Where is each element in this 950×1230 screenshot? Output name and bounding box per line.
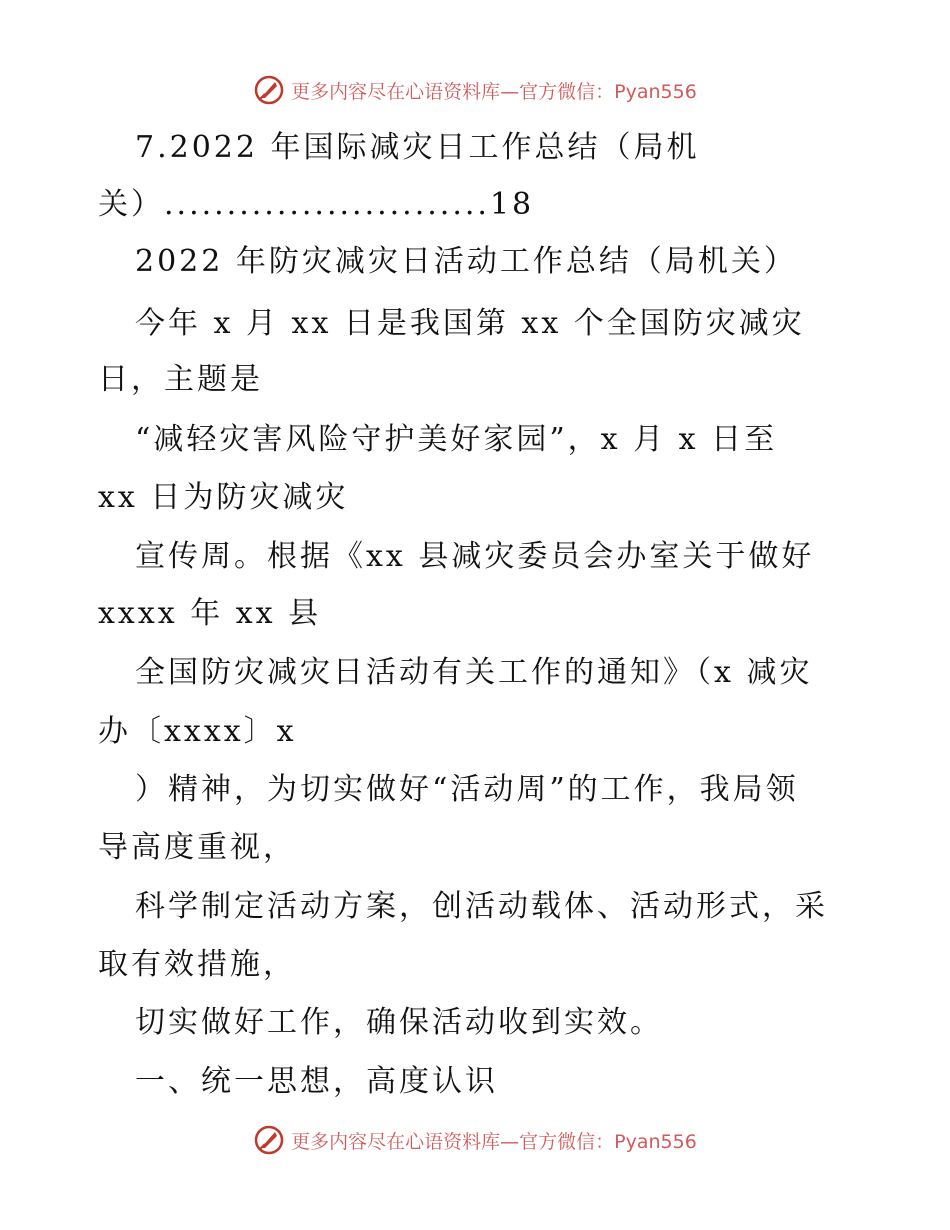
paragraph-line: 今年 x 月 xx 日是我国第 xx 个全国防灾减灾 <box>135 306 805 341</box>
paragraph-line: 科学制定活动方案，创活动载体、活动形式，采 <box>135 889 828 924</box>
watermark-footer <box>0 1120 950 1160</box>
toc-entry-line-1: 7.2022 年国际减灾日工作总结（局机 <box>135 130 700 165</box>
toc-entry-line-2: 关）..........................18 <box>98 187 535 222</box>
paragraph-line: xxxx 年 xx 县 <box>98 596 322 631</box>
paragraph-line: ）精神，为切实做好“活动周”的工作，我局领 <box>135 772 799 807</box>
paragraph-line: xx 日为防灾减灾 <box>98 480 349 515</box>
watermark-text: 更多内容尽在心语资料库—官方微信：Pyan556 <box>291 1130 697 1153</box>
paragraph-line: 取有效措施， <box>98 947 296 982</box>
paragraph-line: “减轻灾害风险守护美好家园”，x 月 x 日至 <box>135 422 778 457</box>
paragraph-line: 全国防灾减灾日活动有关工作的通知》（x 减灾 <box>135 655 813 690</box>
paragraph-line: 切实做好工作，确保活动收到实效。 <box>135 1005 663 1040</box>
watermark-text: 更多内容尽在心语资料库—官方微信：Pyan556 <box>291 80 697 103</box>
paragraph-line: 办〔xxxx〕x <box>98 714 297 749</box>
paragraph-line: 导高度重视， <box>98 830 296 865</box>
paragraph-line: 日，主题是 <box>98 362 263 397</box>
paragraph-line: 宣传周。根据《xx 县减灾委员会办室关于做好 <box>135 539 815 574</box>
document-title: 2022 年防灾减灾日活动工作总结（局机关） <box>135 244 797 279</box>
section-heading: 一、统一思想，高度认识 <box>135 1064 498 1099</box>
feather-logo-icon <box>253 1124 285 1156</box>
